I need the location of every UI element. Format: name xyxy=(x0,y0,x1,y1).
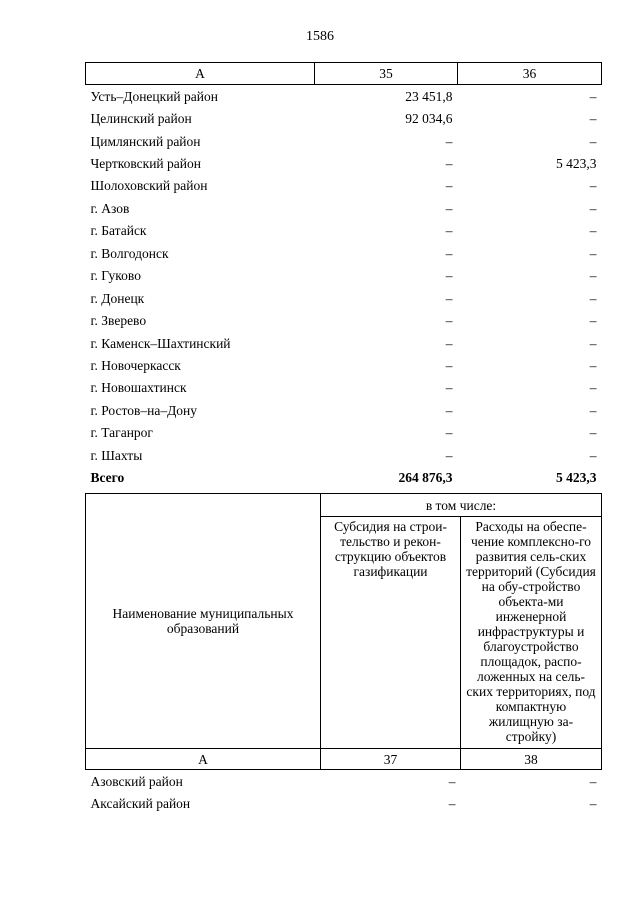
value-col-36: – xyxy=(589,380,597,396)
table-row xyxy=(86,354,602,376)
municipality-name: г. Ростов–на–Дону xyxy=(90,402,198,418)
table-row xyxy=(86,422,602,444)
municipality-name: Целинский район xyxy=(90,111,192,127)
value-col-35: – xyxy=(445,380,453,396)
municipality-name: Чертковский район xyxy=(90,156,201,172)
header-col-a: А xyxy=(86,63,315,85)
municipality-name: г. Новошахтинск xyxy=(90,380,187,396)
budget-table-part-1 xyxy=(85,62,602,489)
municipality-name: г. Донецк xyxy=(90,290,145,306)
value-col-35: – xyxy=(445,402,453,418)
table-row xyxy=(86,107,602,129)
value-col-36: 5 423,3 xyxy=(556,470,597,486)
municipality-name-header: Наименование муниципальных образований xyxy=(86,494,321,749)
value-col-36: – xyxy=(589,402,597,418)
value-col-35: – xyxy=(445,290,453,306)
value-col-36: – xyxy=(589,88,597,104)
header-col-36: 36 xyxy=(458,63,602,85)
value-col-36: – xyxy=(589,357,597,373)
table-row xyxy=(86,399,602,421)
value-col-35: – xyxy=(445,156,453,172)
value-col-35: – xyxy=(445,200,453,216)
table-row xyxy=(86,792,602,814)
value-col-36: – xyxy=(589,268,597,284)
table-row xyxy=(86,85,602,108)
municipality-name: Усть–Донецкий район xyxy=(90,88,218,104)
table2-letters-row xyxy=(86,749,602,770)
value-col-35: – xyxy=(445,245,453,261)
table-row xyxy=(86,152,602,174)
value-col-36: – xyxy=(589,133,597,149)
value-col-38: – xyxy=(589,773,597,789)
table-row xyxy=(86,265,602,287)
value-col-35: – xyxy=(445,447,453,463)
value-col-36: – xyxy=(589,200,597,216)
value-col-35: – xyxy=(445,357,453,373)
value-col-38: – xyxy=(589,796,597,812)
municipality-name: г. Волгодонск xyxy=(90,245,169,261)
value-col-36: – xyxy=(589,290,597,306)
table-row xyxy=(86,130,602,152)
value-col-36: – xyxy=(589,223,597,239)
header-col-35: 35 xyxy=(315,63,458,85)
value-col-35: – xyxy=(445,268,453,284)
letter-col-38: 38 xyxy=(461,749,602,770)
municipality-name: г. Гуково xyxy=(90,268,141,284)
municipality-name: г. Новочеркасск xyxy=(90,357,181,373)
value-col-35: – xyxy=(445,425,453,441)
budget-table-part-2 xyxy=(85,493,602,815)
value-col-36: – xyxy=(589,111,597,127)
value-col-36: – xyxy=(589,313,597,329)
table-row xyxy=(86,309,602,331)
municipality-name: Всего xyxy=(90,470,125,486)
letter-col-37: 37 xyxy=(321,749,461,770)
including-header: в том числе: xyxy=(321,494,602,517)
municipality-name: г. Таганрог xyxy=(90,425,153,441)
letter-col-a: А xyxy=(86,749,321,770)
municipality-name: Цимлянский район xyxy=(90,133,201,149)
municipality-name: г. Шахты xyxy=(90,447,143,463)
col-38-header: Расходы на обеспе-чение комплексно-го развития сель-ских территорий (Субсидия на обу-стройство объекта-ми инженерной инфраструктуры и благоустройство площадок, распо-ложенных на сель-ских территориях, под компактную жилищную за-стройку) xyxy=(461,517,602,749)
table-row xyxy=(86,332,602,354)
municipality-name: Аксайский район xyxy=(90,796,191,812)
value-col-36: 5 423,3 xyxy=(556,156,597,172)
page-number: 1586 xyxy=(306,29,334,44)
table-row xyxy=(86,175,602,197)
municipality-name: г. Каменск–Шахтинский xyxy=(90,335,231,351)
value-col-37: – xyxy=(448,796,456,812)
table-row xyxy=(86,770,602,793)
value-col-35: – xyxy=(445,178,453,194)
value-col-35: 23 451,8 xyxy=(405,88,453,104)
municipality-name: Азовский район xyxy=(90,773,183,789)
value-col-36: – xyxy=(589,447,597,463)
value-col-37: – xyxy=(448,773,456,789)
value-col-35: 92 034,6 xyxy=(405,111,453,127)
municipality-name: г. Батайск xyxy=(90,223,147,239)
table-row xyxy=(86,377,602,399)
value-col-35: – xyxy=(445,335,453,351)
col-37-header: Субсидия на строи-тельство и рекон-струкцию объектов газификации xyxy=(321,517,461,749)
value-col-36: – xyxy=(589,178,597,194)
municipality-name: г. Азов xyxy=(90,200,130,216)
value-col-36: – xyxy=(589,425,597,441)
table-row xyxy=(86,444,602,466)
table-row xyxy=(86,287,602,309)
table-row xyxy=(86,197,602,219)
value-col-35: – xyxy=(445,133,453,149)
value-col-36: – xyxy=(589,335,597,351)
value-col-35: 264 876,3 xyxy=(398,470,453,486)
value-col-35: – xyxy=(445,313,453,329)
table1-header-row xyxy=(86,63,602,85)
total-row xyxy=(86,466,602,488)
table-row xyxy=(86,242,602,264)
municipality-name: Шолоховский район xyxy=(90,178,208,194)
table-row xyxy=(86,220,602,242)
table2-header-row-1 xyxy=(86,494,602,517)
municipality-name: г. Зверево xyxy=(90,313,147,329)
value-col-36: – xyxy=(589,245,597,261)
value-col-35: – xyxy=(445,223,453,239)
